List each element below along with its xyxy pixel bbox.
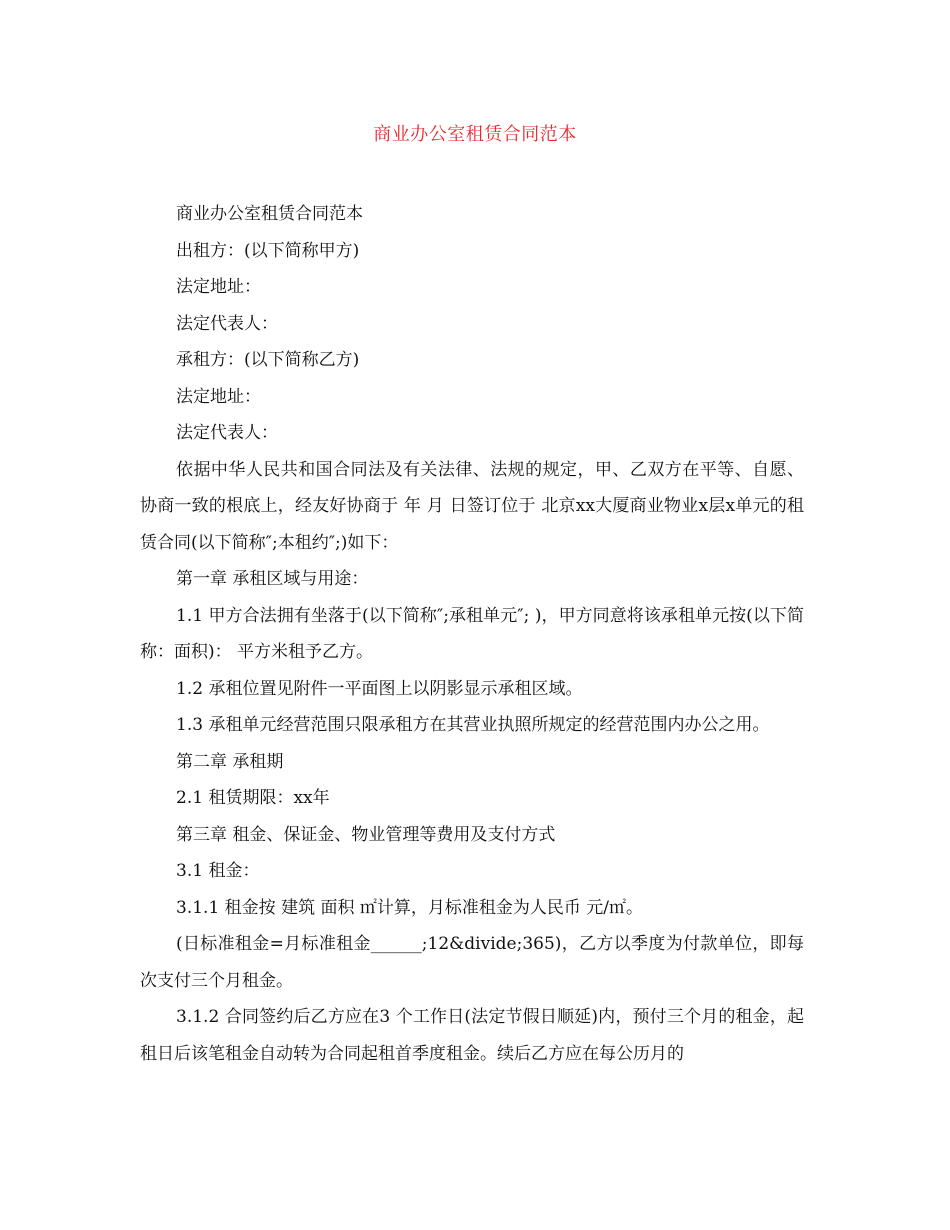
document-title: 商业办公室租赁合同范本: [373, 124, 577, 145]
paragraph-daily-rent-note: (日标准租金=月标准租金______;12&divide;365)，乙方以季度为付款单位，即每次支付三个月租金。: [140, 934, 804, 991]
paragraph-lessee-address: 法定地址：: [176, 386, 261, 407]
paragraph-chapter-2: 第二章 承租期: [176, 751, 284, 772]
paragraph-lessor-address: 法定地址：: [176, 277, 261, 297]
document-body: [140, 196, 804, 1072]
paragraph-chapter-1: 第一章 承租区域与用途：: [176, 569, 369, 589]
paragraph-lessor-representative: 法定代表人：: [176, 313, 278, 334]
paragraph-heading: 商业办公室租赁合同范本: [176, 204, 363, 224]
paragraph-clause-3-1: 3.1 租金：: [176, 861, 260, 881]
paragraph-lessee: 承租方：(以下简称乙方): [176, 350, 360, 370]
paragraph-chapter-3: 第三章 租金、保证金、物业管理等费用及支付方式: [176, 824, 556, 845]
paragraph-lessor: 出租方：(以下简称甲方): [176, 240, 360, 261]
paragraph-lessee-representative: 法定代表人：: [176, 423, 278, 443]
paragraph-clause-3-1-1: 3.1.1 租金按 建筑 面积 ㎡计算，月标准租金为人民币 元/㎡。: [176, 897, 644, 918]
paragraph-clause-2-1: 2.1 租赁期限：xx年: [176, 788, 330, 808]
paragraph-clause-1-2: 1.2 承租位置见附件一平面图上以阴影显示承租区域。: [176, 678, 583, 699]
paragraph-clause-1-3: 1.3 承租单元经营范围只限承租方在其营业执照所规定的经营范围内办公之用。: [176, 715, 770, 735]
paragraph-preamble: 依据中华人民共和国合同法及有关法律、法规的规定，甲、乙双方在平等、自愿、协商一致的根底上，经友好协商于 年 月 日签订位于 北京xx大厦商业物业x层x单元的租赁合同(以下简称″;本租约″;)如下：: [140, 459, 804, 553]
paragraph-clause-1-1: 1.1 甲方合法拥有坐落于(以下简称″;承租单元″; )，甲方同意将该承租单元按(以下简称：面积)： 平方米租予乙方。: [140, 605, 804, 662]
paragraph-clause-3-1-2: 3.1.2 合同签约后乙方应在3 个工作日(法定节假日顺延)内，预付三个月的租金，起租日后该笔租金自动转为合同起租首季度租金。续后乙方应在每公历月的: [140, 1007, 804, 1064]
